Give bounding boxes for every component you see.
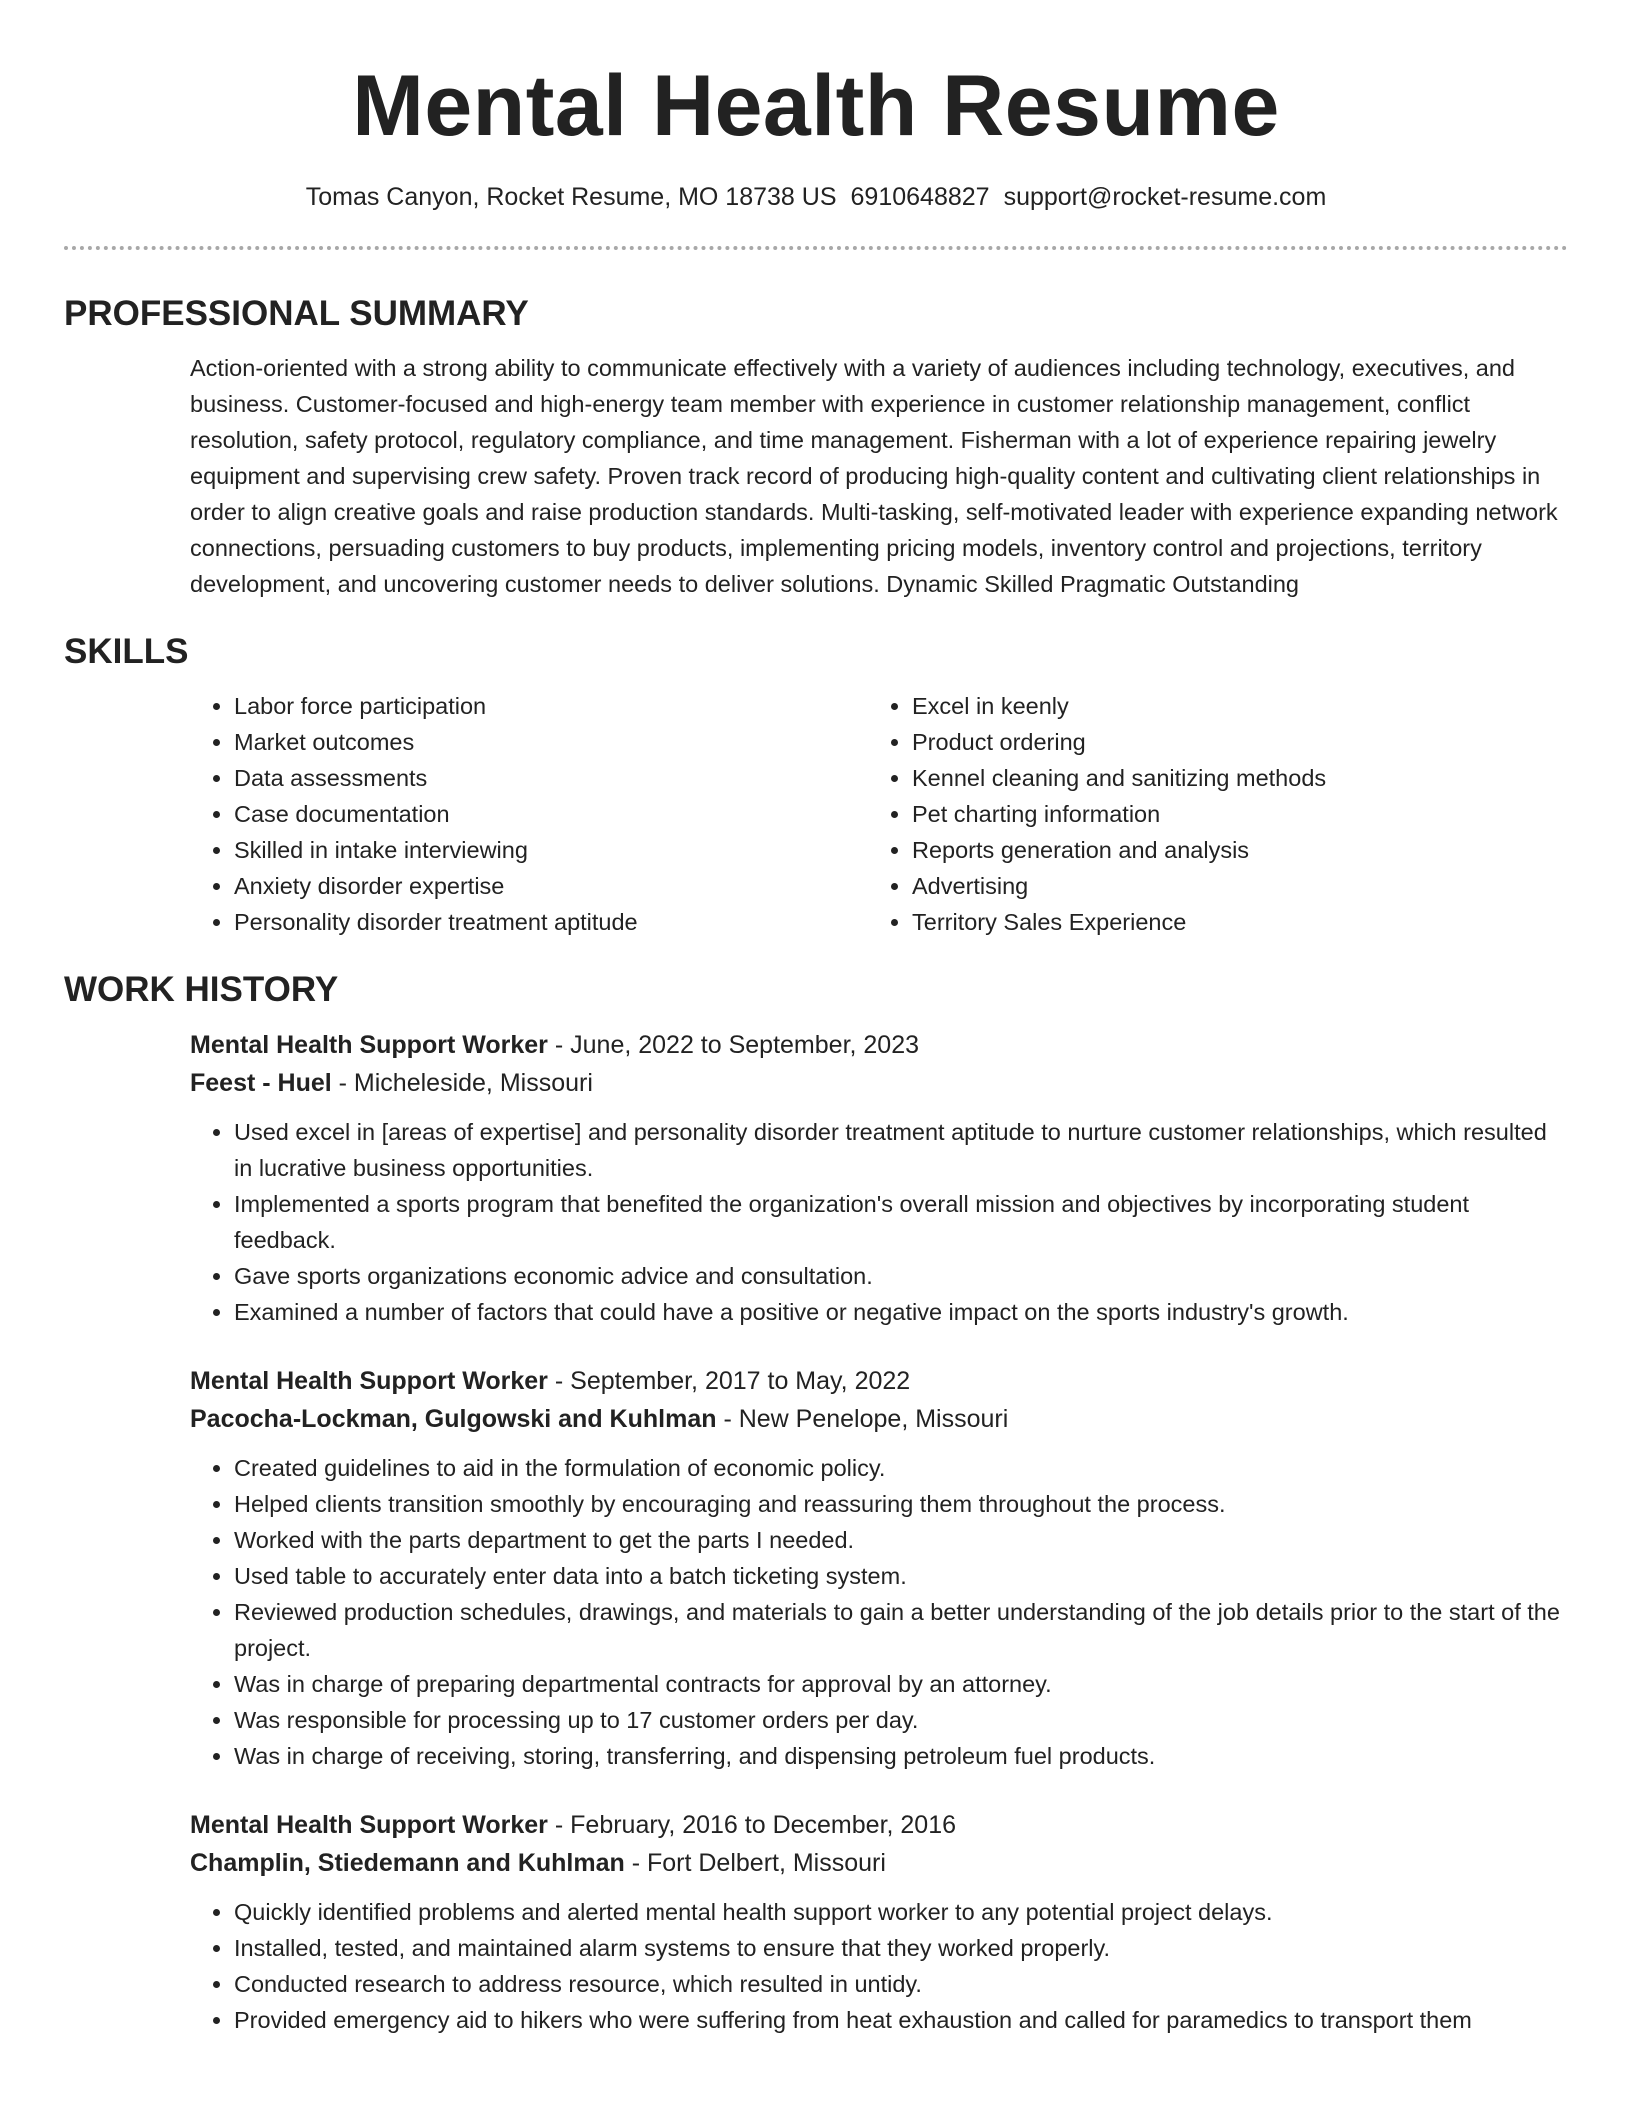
summary-text: Action-oriented with a strong ability to communicate effectively with a variety of audiences including technology, executives, and business. Customer-focused and high-energy team member with experience in customer relationship management, conflict resolution, safety protocol, regulatory compliance, and time management. Fisherman with a lot of experience repairing jewelry equipment and supervising crew safety. Proven track record of producing high-quality content and cultivating client relationships in order to align creative goals and raise production standards. Multi-tasking, self-motivated leader with experience expanding network connections, persuading customers to buy products, implementing pricing models, inventory control and projections, territory development, and uncovering customer needs to deliver solutions. Dynamic Skilled Pragmatic Outstanding [190,355,1558,597]
work-history-section [64,970,1568,2038]
job-dates: - September, 2017 to May, 2022 [547,1367,911,1395]
job-bullet: • Was in charge of receiving, storing, transferring, and dispensing petroleum fuel products. [234,1738,1568,1774]
skill-item: • Reports generation and analysis [912,832,1546,868]
skills-list-left [190,688,868,940]
summary-section [64,294,1568,602]
job-entry [190,1026,1568,1330]
job-bullet: • Used excel in [areas of expertise] and personality disorder treatment aptitude to nurture customer relationships, which resulted in lucrative business opportunities. [234,1114,1568,1186]
job-bullet: • Used table to accurately enter data into a batch ticketing system. [234,1558,1568,1594]
job-location: - Micheleside, Missouri [331,1069,593,1097]
job-company: Feest - Huel [190,1069,332,1097]
skill-item: • Territory Sales Experience [912,904,1546,940]
job-title: Mental Health Support Worker [190,1031,548,1059]
skill-item: • Market outcomes [234,724,868,760]
contact-line [64,182,1568,212]
job-bullet: • Examined a number of factors that could have a positive or negative impact on the sports industry's growth. [234,1294,1568,1330]
skill-item: • Skilled in intake interviewing [234,832,868,868]
job-bullet: • Was in charge of preparing departmental contracts for approval by an attorney. [234,1666,1568,1702]
job-location: - New Penelope, Missouri [716,1405,1009,1433]
job-company-line [190,1064,1568,1102]
skill-item: • Product ordering [912,724,1546,760]
header-divider [64,246,1568,250]
summary-heading: PROFESSIONAL SUMMARY [64,294,529,333]
skill-item: • Advertising [912,868,1546,904]
job-bullet: • Implemented a sports program that benefited the organization's overall mission and objectives by incorporating student feedback. [234,1186,1568,1258]
job-bullets [190,1450,1568,1774]
job-dates: - February, 2016 to December, 2016 [547,1811,957,1839]
contact-email: support@rocket-resume.com [1003,183,1327,211]
job-bullet: • Provided emergency aid to hikers who were suffering from heat exhaustion and called for paramedics to transport them [234,2002,1568,2038]
job-bullet: • Installed, tested, and maintained alarm systems to ensure that they worked properly. [234,1930,1568,1966]
job-title: Mental Health Support Worker [190,1367,548,1395]
job-bullets [190,1894,1568,2038]
job-bullet: • Reviewed production schedules, drawings, and materials to gain a better understanding of the job details prior to the start of the project. [234,1594,1568,1666]
job-company: Champlin, Stiedemann and Kuhlman [190,1849,625,1877]
job-company-line [190,1400,1568,1438]
job-entry [190,1362,1568,1774]
skill-item: • Personality disorder treatment aptitude [234,904,868,940]
job-bullet: • Conducted research to address resource, which resulted in untidy. [234,1966,1568,2002]
work-history-heading: WORK HISTORY [64,970,339,1009]
skill-item: • Labor force participation [234,688,868,724]
job-title-line [190,1362,1568,1400]
job-bullet: • Worked with the parts department to get the parts I needed. [234,1522,1568,1558]
skill-item: • Kennel cleaning and sanitizing methods [912,760,1546,796]
skills-section [64,632,1568,940]
contact-address: Tomas Canyon, Rocket Resume, MO 18738 US [305,183,837,211]
job-bullet: • Was responsible for processing up to 17 customer orders per day. [234,1702,1568,1738]
skill-item: • Case documentation [234,796,868,832]
job-dates: - June, 2022 to September, 2023 [547,1031,920,1059]
resume-title: Mental Health Resume [352,58,1280,154]
job-bullet: • Gave sports organizations economic advice and consultation. [234,1258,1568,1294]
skills-columns [190,688,1568,940]
skills-list-right [868,688,1546,940]
skill-item: • Anxiety disorder expertise [234,868,868,904]
job-bullet: • Helped clients transition smoothly by encouraging and reassuring them throughout the process. [234,1486,1568,1522]
job-bullet: • Quickly identified problems and alerted mental health support worker to any potential project delays. [234,1894,1568,1930]
skills-heading: SKILLS [64,632,189,671]
contact-phone: 6910648827 [850,183,990,211]
job-location: - Fort Delbert, Missouri [624,1849,886,1877]
job-title: Mental Health Support Worker [190,1811,548,1839]
job-bullet: • Created guidelines to aid in the formulation of economic policy. [234,1450,1568,1486]
resume-page [64,0,1568,2038]
job-title-line [190,1806,1568,1844]
job-title-line [190,1026,1568,1064]
job-bullets [190,1114,1568,1330]
job-company: Pacocha-Lockman, Gulgowski and Kuhlman [190,1405,717,1433]
job-company-line [190,1844,1568,1882]
skill-item: • Pet charting information [912,796,1546,832]
job-entry [190,1806,1568,2038]
skill-item: • Excel in keenly [912,688,1546,724]
skill-item: • Data assessments [234,760,868,796]
